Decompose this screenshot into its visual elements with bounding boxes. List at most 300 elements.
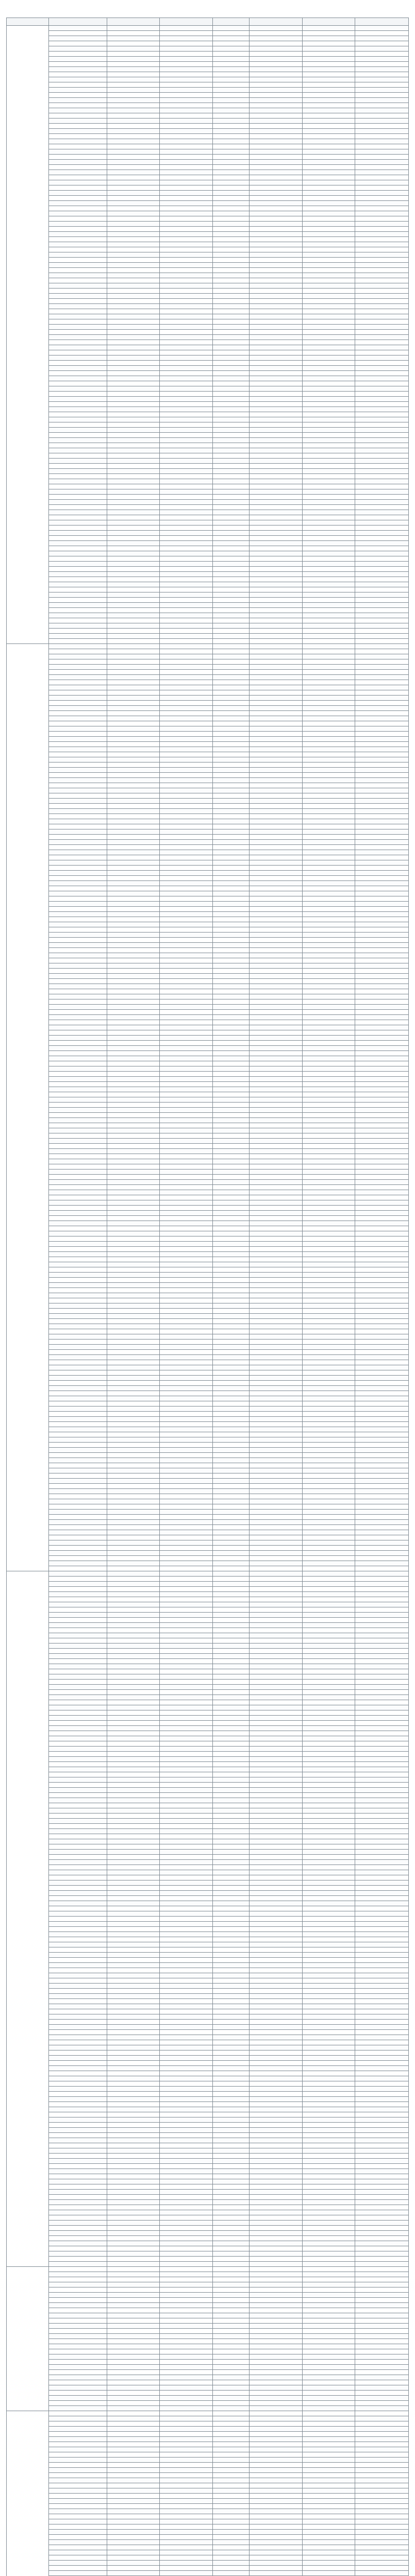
table-cell bbox=[160, 1819, 212, 1824]
table-cell bbox=[355, 2452, 409, 2458]
table-cell bbox=[250, 1561, 302, 1566]
table-row bbox=[7, 2427, 409, 2432]
table-cell bbox=[302, 1061, 355, 1066]
table-cell bbox=[107, 129, 159, 134]
table-cell bbox=[160, 1046, 212, 1051]
table-cell bbox=[48, 721, 107, 726]
table-cell bbox=[212, 701, 250, 706]
table-cell bbox=[212, 999, 250, 1005]
table-cell bbox=[160, 685, 212, 690]
table-row bbox=[7, 582, 409, 587]
table-cell bbox=[107, 1540, 159, 1546]
table-cell bbox=[107, 1875, 159, 1880]
table-cell bbox=[160, 2406, 212, 2411]
table-cell bbox=[160, 1350, 212, 1355]
table-row bbox=[7, 618, 409, 623]
table-cell bbox=[355, 587, 409, 592]
table-cell bbox=[302, 1381, 355, 1386]
table-cell bbox=[48, 2571, 107, 2576]
table-cell bbox=[355, 613, 409, 618]
table-cell bbox=[107, 1757, 159, 1762]
table-cell bbox=[160, 1860, 212, 1865]
table-cell bbox=[212, 1355, 250, 1360]
table-cell bbox=[212, 1066, 250, 1072]
table-row bbox=[7, 541, 409, 546]
table-row bbox=[7, 1752, 409, 1757]
table-cell bbox=[48, 355, 107, 361]
table-cell bbox=[160, 979, 212, 984]
table-cell bbox=[355, 160, 409, 165]
table-cell bbox=[355, 381, 409, 386]
table-row bbox=[7, 1525, 409, 1530]
table-row bbox=[7, 2293, 409, 2298]
table-cell bbox=[212, 1834, 250, 1839]
table-cell bbox=[107, 1999, 159, 2004]
table-cell bbox=[160, 2458, 212, 2463]
table-cell bbox=[107, 1793, 159, 1798]
table-cell bbox=[48, 912, 107, 917]
table-cell bbox=[212, 1984, 250, 1989]
header-cell bbox=[212, 18, 250, 26]
table-row bbox=[7, 742, 409, 747]
table-row bbox=[7, 1535, 409, 1540]
table-cell bbox=[355, 2411, 409, 2416]
table-cell bbox=[48, 108, 107, 113]
table-cell bbox=[48, 613, 107, 618]
table-cell bbox=[160, 2154, 212, 2159]
table-cell bbox=[302, 1489, 355, 1494]
table-cell bbox=[48, 2427, 107, 2432]
table-row bbox=[7, 1056, 409, 1061]
table-cell bbox=[48, 1571, 107, 1577]
table-cell bbox=[160, 412, 212, 417]
table-cell bbox=[250, 835, 302, 840]
table-cell bbox=[302, 1185, 355, 1190]
table-cell bbox=[48, 1236, 107, 1242]
table-cell bbox=[107, 134, 159, 139]
table-cell bbox=[250, 1499, 302, 1504]
table-row bbox=[7, 1602, 409, 1607]
table-cell bbox=[107, 2154, 159, 2159]
table-cell bbox=[160, 2344, 212, 2349]
table-cell bbox=[302, 562, 355, 567]
table-row bbox=[7, 680, 409, 685]
table-cell bbox=[160, 1855, 212, 1860]
table-cell bbox=[48, 1911, 107, 1917]
table-cell bbox=[250, 1108, 302, 1113]
table-cell bbox=[302, 2190, 355, 2195]
table-cell bbox=[302, 134, 355, 139]
table-cell bbox=[160, 2210, 212, 2215]
table-row bbox=[7, 381, 409, 386]
table-cell bbox=[355, 433, 409, 438]
table-cell bbox=[212, 2251, 250, 2257]
table-cell bbox=[48, 958, 107, 963]
table-cell bbox=[250, 804, 302, 809]
table-cell bbox=[107, 2257, 159, 2262]
table-cell bbox=[250, 2025, 302, 2030]
table-cell bbox=[212, 783, 250, 788]
header-cell bbox=[160, 18, 212, 26]
table-cell bbox=[250, 999, 302, 1005]
table-cell bbox=[250, 2427, 302, 2432]
table-cell bbox=[48, 2164, 107, 2169]
table-cell bbox=[48, 2396, 107, 2401]
table-row bbox=[7, 938, 409, 943]
table-cell bbox=[107, 2396, 159, 2401]
table-cell bbox=[48, 294, 107, 299]
table-cell bbox=[250, 1747, 302, 1752]
table-cell bbox=[212, 1247, 250, 1252]
table-cell bbox=[107, 1195, 159, 1200]
table-cell bbox=[107, 1417, 159, 1422]
table-cell bbox=[48, 2360, 107, 2365]
table-cell bbox=[302, 57, 355, 62]
table-cell bbox=[250, 36, 302, 41]
table-cell bbox=[160, 2530, 212, 2535]
table-cell bbox=[250, 871, 302, 876]
table-cell bbox=[160, 2524, 212, 2530]
table-cell bbox=[302, 2117, 355, 2123]
table-cell bbox=[355, 2107, 409, 2112]
table-cell bbox=[250, 1705, 302, 1710]
table-cell bbox=[107, 2045, 159, 2050]
table-cell bbox=[107, 1355, 159, 1360]
table-row bbox=[7, 716, 409, 721]
table-cell bbox=[160, 1484, 212, 1489]
table-row bbox=[7, 2360, 409, 2365]
table-cell bbox=[212, 2452, 250, 2458]
table-cell bbox=[250, 495, 302, 500]
table-cell bbox=[302, 258, 355, 263]
table-cell bbox=[302, 1097, 355, 1103]
table-row bbox=[7, 1242, 409, 1247]
table-cell bbox=[355, 2071, 409, 2076]
table-cell bbox=[250, 2200, 302, 2205]
table-cell bbox=[250, 1690, 302, 1695]
table-cell bbox=[302, 1870, 355, 1875]
table-cell bbox=[250, 67, 302, 72]
table-cell bbox=[212, 1386, 250, 1391]
table-cell bbox=[302, 1025, 355, 1030]
table-cell bbox=[48, 2241, 107, 2246]
table-cell bbox=[250, 1515, 302, 1520]
table-cell bbox=[250, 2396, 302, 2401]
table-cell bbox=[160, 139, 212, 144]
table-cell bbox=[250, 52, 302, 57]
table-row bbox=[7, 1839, 409, 1844]
table-cell bbox=[48, 2092, 107, 2097]
table-row bbox=[7, 1628, 409, 1633]
table-cell bbox=[355, 309, 409, 314]
table-cell bbox=[48, 526, 107, 531]
table-cell bbox=[355, 2040, 409, 2045]
table-cell bbox=[250, 2478, 302, 2483]
table-cell bbox=[160, 93, 212, 98]
table-cell bbox=[48, 2076, 107, 2081]
table-cell bbox=[107, 1520, 159, 1525]
table-cell bbox=[250, 2555, 302, 2561]
table-row bbox=[7, 1453, 409, 1458]
table-cell bbox=[160, 1741, 212, 1747]
table-cell bbox=[107, 608, 159, 613]
table-cell bbox=[160, 2123, 212, 2128]
table-cell bbox=[355, 1633, 409, 1638]
table-cell bbox=[355, 541, 409, 546]
table-cell bbox=[107, 2179, 159, 2184]
table-row bbox=[7, 489, 409, 495]
table-cell bbox=[250, 1221, 302, 1226]
table-cell bbox=[302, 1922, 355, 1927]
table-cell bbox=[302, 479, 355, 484]
table-row bbox=[7, 536, 409, 541]
table-cell bbox=[48, 701, 107, 706]
table-cell bbox=[107, 1968, 159, 1973]
table-row bbox=[7, 459, 409, 464]
table-cell bbox=[107, 2545, 159, 2550]
table-cell bbox=[107, 2519, 159, 2524]
table-cell bbox=[250, 2463, 302, 2468]
table-cell bbox=[250, 160, 302, 165]
table-cell bbox=[302, 1267, 355, 1273]
table-cell bbox=[355, 1195, 409, 1200]
table-cell bbox=[107, 613, 159, 618]
table-cell bbox=[302, 72, 355, 77]
table-cell bbox=[107, 2020, 159, 2025]
table-cell bbox=[302, 1571, 355, 1577]
table-cell bbox=[160, 2143, 212, 2148]
table-cell bbox=[160, 783, 212, 788]
table-cell bbox=[107, 1025, 159, 1030]
table-cell bbox=[302, 2159, 355, 2164]
table-cell bbox=[355, 2076, 409, 2081]
table-cell bbox=[107, 747, 159, 752]
table-row bbox=[7, 2287, 409, 2293]
table-cell bbox=[107, 1175, 159, 1180]
table-cell bbox=[355, 2143, 409, 2148]
table-cell bbox=[302, 1164, 355, 1170]
table-row bbox=[7, 2169, 409, 2174]
table-cell bbox=[250, 1123, 302, 1128]
table-cell bbox=[107, 531, 159, 536]
table-cell bbox=[160, 433, 212, 438]
table-cell bbox=[302, 1396, 355, 1401]
table-row bbox=[7, 1417, 409, 1422]
table-cell bbox=[250, 2117, 302, 2123]
table-cell bbox=[48, 422, 107, 428]
table-row bbox=[7, 103, 409, 108]
table-cell bbox=[250, 654, 302, 659]
table-cell bbox=[160, 1288, 212, 1293]
table-cell bbox=[250, 1036, 302, 1041]
table-cell bbox=[212, 1504, 250, 1510]
table-cell bbox=[160, 701, 212, 706]
table-cell bbox=[355, 1432, 409, 1437]
table-cell bbox=[250, 1752, 302, 1757]
table-row bbox=[7, 840, 409, 845]
table-cell bbox=[212, 2272, 250, 2277]
table-cell bbox=[160, 2040, 212, 2045]
table-cell bbox=[302, 531, 355, 536]
table-cell bbox=[212, 1989, 250, 1994]
table-cell bbox=[160, 355, 212, 361]
table-row bbox=[7, 237, 409, 242]
table-cell bbox=[160, 649, 212, 654]
table-row bbox=[7, 1556, 409, 1561]
header-cell bbox=[302, 18, 355, 26]
table-cell bbox=[355, 1298, 409, 1303]
table-cell bbox=[160, 1175, 212, 1180]
header-cell bbox=[107, 18, 159, 26]
table-cell bbox=[48, 1767, 107, 1772]
table-cell bbox=[48, 222, 107, 227]
table-cell bbox=[250, 355, 302, 361]
table-row bbox=[7, 1860, 409, 1865]
table-cell bbox=[160, 732, 212, 737]
table-cell bbox=[250, 587, 302, 592]
table-row bbox=[7, 1154, 409, 1159]
table-cell bbox=[212, 2566, 250, 2571]
table-cell bbox=[250, 1350, 302, 1355]
table-row bbox=[7, 1211, 409, 1216]
table-row bbox=[7, 1561, 409, 1566]
table-cell bbox=[212, 1911, 250, 1917]
table-cell bbox=[250, 2215, 302, 2221]
table-cell bbox=[250, 2148, 302, 2154]
table-cell bbox=[302, 2143, 355, 2148]
table-cell bbox=[48, 1206, 107, 1211]
table-cell bbox=[48, 1994, 107, 1999]
table-cell bbox=[160, 1607, 212, 1613]
table-cell bbox=[250, 26, 302, 31]
table-cell bbox=[250, 1128, 302, 1133]
table-cell bbox=[107, 1958, 159, 1963]
table-cell bbox=[302, 1721, 355, 1726]
table-cell bbox=[355, 118, 409, 124]
table-cell bbox=[107, 1937, 159, 1942]
table-cell bbox=[355, 191, 409, 196]
table-row bbox=[7, 149, 409, 155]
table-cell bbox=[107, 2308, 159, 2313]
table-row bbox=[7, 793, 409, 799]
table-cell bbox=[302, 1015, 355, 1020]
table-cell bbox=[107, 1020, 159, 1025]
table-cell bbox=[355, 26, 409, 31]
table-cell bbox=[302, 268, 355, 273]
table-cell bbox=[302, 350, 355, 355]
table-cell bbox=[212, 1216, 250, 1221]
table-cell bbox=[250, 2174, 302, 2179]
table-cell bbox=[302, 1066, 355, 1072]
table-cell bbox=[355, 2123, 409, 2128]
table-cell bbox=[355, 1515, 409, 1520]
table-cell bbox=[48, 2375, 107, 2380]
table-cell bbox=[48, 1175, 107, 1180]
table-row bbox=[7, 871, 409, 876]
table-cell bbox=[302, 793, 355, 799]
table-cell bbox=[107, 216, 159, 222]
table-row bbox=[7, 1329, 409, 1334]
table-cell bbox=[250, 1582, 302, 1587]
table-cell bbox=[160, 2056, 212, 2061]
table-row bbox=[7, 2452, 409, 2458]
table-cell bbox=[250, 2303, 302, 2308]
table-cell bbox=[160, 984, 212, 989]
table-row bbox=[7, 876, 409, 881]
table-cell bbox=[48, 1602, 107, 1607]
table-cell bbox=[48, 1005, 107, 1010]
table-cell bbox=[107, 484, 159, 489]
table-cell bbox=[355, 2545, 409, 2550]
table-cell bbox=[212, 778, 250, 783]
table-cell bbox=[160, 1015, 212, 1020]
table-cell bbox=[355, 2117, 409, 2123]
table-cell bbox=[250, 433, 302, 438]
table-cell bbox=[107, 2282, 159, 2287]
table-cell bbox=[250, 1278, 302, 1283]
table-cell bbox=[107, 1978, 159, 1984]
table-cell bbox=[250, 1700, 302, 1705]
table-cell bbox=[355, 1401, 409, 1406]
table-cell bbox=[212, 1087, 250, 1092]
table-cell bbox=[160, 1633, 212, 1638]
table-row bbox=[7, 1170, 409, 1175]
table-cell bbox=[250, 422, 302, 428]
table-cell bbox=[107, 2231, 159, 2236]
table-cell bbox=[212, 2442, 250, 2447]
table-cell bbox=[302, 829, 355, 835]
table-cell bbox=[250, 273, 302, 278]
table-cell bbox=[302, 1525, 355, 1530]
table-cell bbox=[212, 1561, 250, 1566]
table-cell bbox=[212, 1005, 250, 1010]
table-cell bbox=[212, 1092, 250, 1097]
table-cell bbox=[355, 1540, 409, 1546]
table-cell bbox=[355, 1618, 409, 1623]
table-row bbox=[7, 1391, 409, 1396]
table-cell bbox=[48, 299, 107, 304]
table-cell bbox=[212, 2123, 250, 2128]
table-row bbox=[7, 2385, 409, 2391]
table-cell bbox=[160, 2050, 212, 2056]
table-cell bbox=[48, 726, 107, 732]
table-cell bbox=[160, 1432, 212, 1437]
table-cell bbox=[48, 1932, 107, 1937]
table-cell bbox=[107, 1164, 159, 1170]
table-cell bbox=[250, 2262, 302, 2267]
table-cell bbox=[212, 118, 250, 124]
table-cell bbox=[302, 979, 355, 984]
table-cell bbox=[107, 1345, 159, 1350]
table-cell bbox=[48, 2061, 107, 2066]
table-cell bbox=[355, 1154, 409, 1159]
table-cell bbox=[160, 438, 212, 443]
table-row bbox=[7, 500, 409, 505]
table-cell bbox=[212, 2009, 250, 2014]
table-cell bbox=[48, 907, 107, 912]
table-cell bbox=[48, 185, 107, 191]
table-cell bbox=[302, 1762, 355, 1767]
table-row bbox=[7, 1231, 409, 1236]
table-cell bbox=[302, 371, 355, 376]
table-row bbox=[7, 345, 409, 350]
table-cell bbox=[212, 474, 250, 479]
table-cell bbox=[160, 948, 212, 953]
table-cell bbox=[160, 2112, 212, 2117]
table-cell bbox=[250, 1999, 302, 2004]
table-row bbox=[7, 46, 409, 52]
table-cell bbox=[250, 185, 302, 191]
